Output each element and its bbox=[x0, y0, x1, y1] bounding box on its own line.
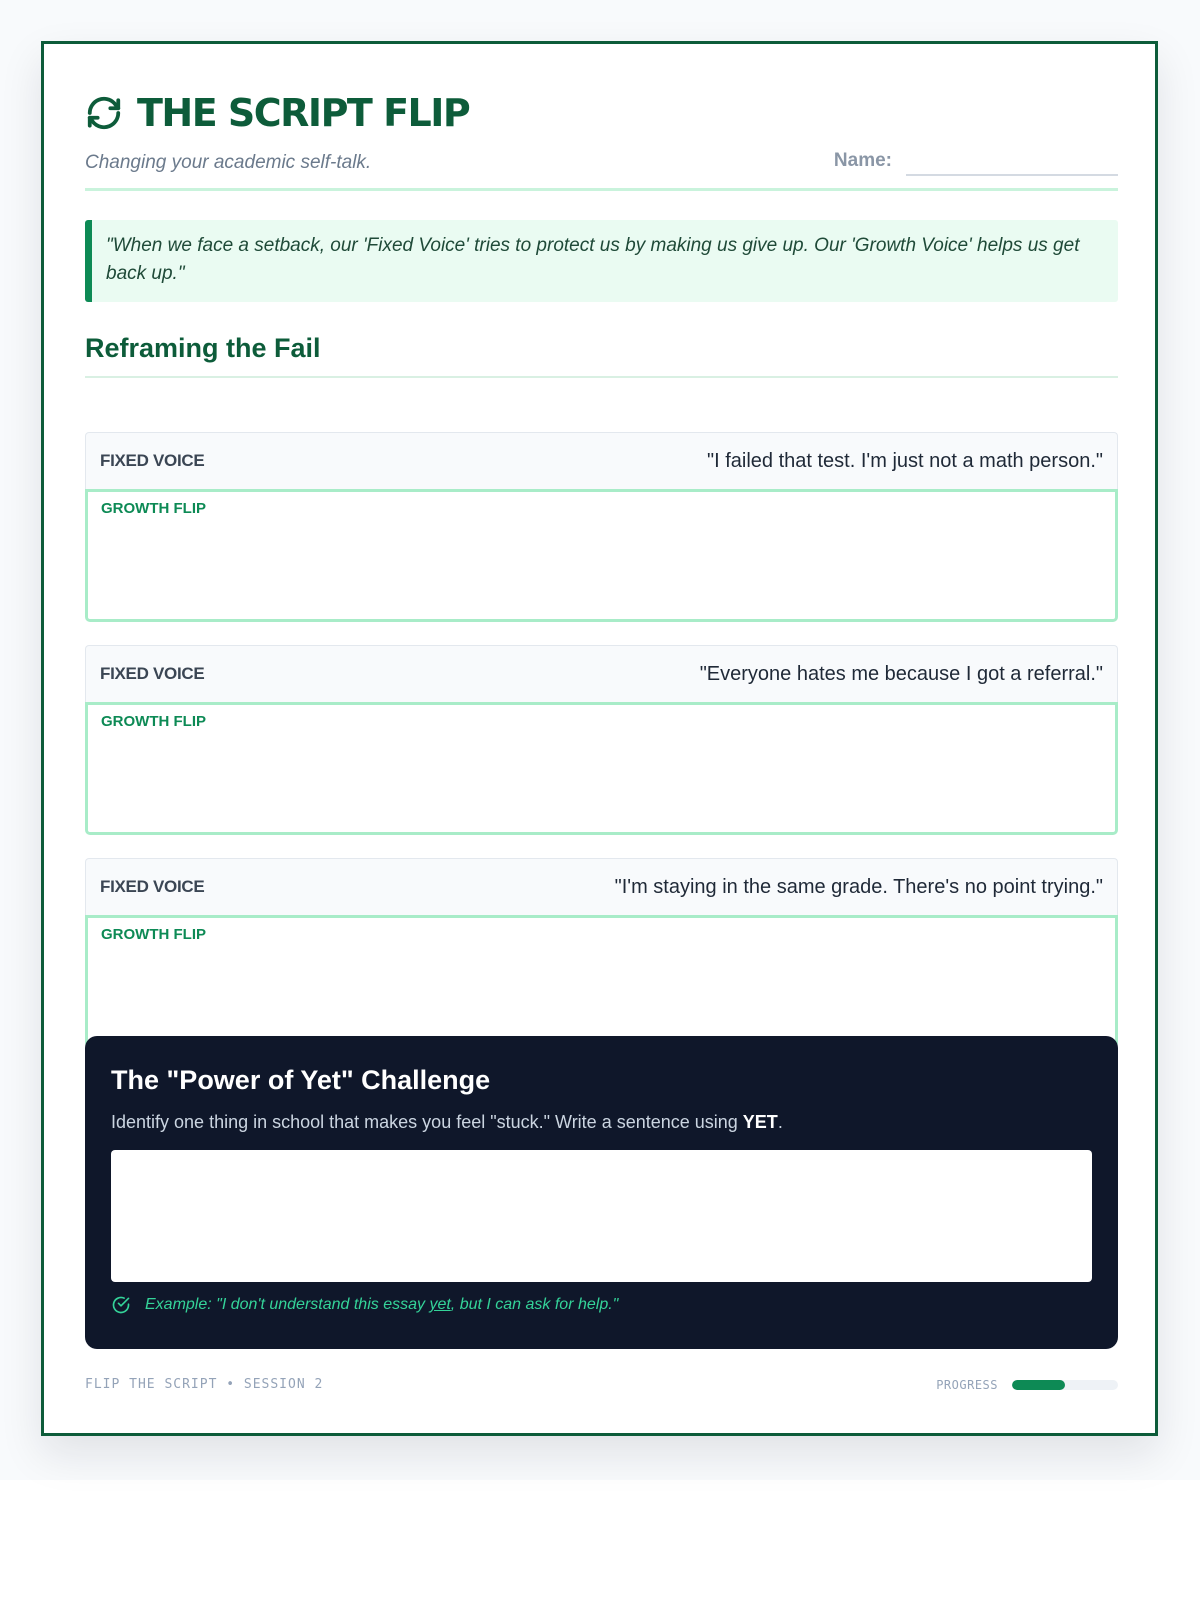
fixed-voice-row bbox=[85, 858, 1118, 916]
progress-indicator bbox=[936, 1373, 1118, 1397]
name-field-group bbox=[834, 146, 1118, 176]
growth-flip-label: GROWTH FLIP bbox=[101, 926, 206, 943]
example-underlined-word: yet bbox=[429, 1296, 451, 1313]
fixed-voice-label: FIXED VOICE bbox=[100, 451, 205, 470]
fixed-voice-quote: "Everyone hates me because I got a referral." bbox=[699, 663, 1103, 685]
challenge-title: The "Power of Yet" Challenge bbox=[111, 1065, 491, 1095]
progress-track bbox=[1012, 1380, 1118, 1390]
worksheet bbox=[41, 41, 1158, 1436]
growth-flip-box[interactable] bbox=[85, 915, 1118, 1048]
footer-session-label: FLIP THE SCRIPT • SESSION 2 bbox=[85, 1377, 324, 1392]
challenge-instruction-keyword: YET bbox=[742, 1112, 778, 1132]
growth-flip-label: GROWTH FLIP bbox=[101, 500, 206, 517]
fixed-voice-label: FIXED VOICE bbox=[100, 877, 205, 896]
challenge-instruction-text: Identify one thing in school that makes you feel "stuck." Write a sentence using bbox=[111, 1112, 743, 1132]
reframe-card bbox=[85, 432, 1118, 624]
fixed-voice-label: FIXED VOICE bbox=[100, 664, 205, 683]
page-subtitle: Changing your academic self-talk. bbox=[85, 152, 372, 173]
name-label: Name: bbox=[833, 150, 892, 171]
reframe-card bbox=[85, 645, 1118, 837]
example-text-end: , but I can ask for help." bbox=[450, 1296, 619, 1313]
fixed-voice-quote: "I failed that test. I'm just not a math person." bbox=[707, 450, 1103, 472]
fixed-voice-row bbox=[85, 645, 1118, 703]
growth-flip-box[interactable] bbox=[85, 702, 1118, 835]
growth-flip-box[interactable] bbox=[85, 489, 1118, 622]
section-title: Reframing the Fail bbox=[85, 328, 1118, 378]
growth-flip-label: GROWTH FLIP bbox=[101, 713, 206, 730]
challenge-instruction bbox=[111, 1110, 783, 1134]
fixed-voice-row bbox=[85, 432, 1118, 490]
challenge-instruction-end: . bbox=[777, 1112, 783, 1132]
challenge-example bbox=[111, 1294, 618, 1316]
refresh-icon bbox=[85, 94, 123, 132]
check-circle-icon bbox=[111, 1295, 131, 1315]
progress-fill bbox=[1012, 1380, 1065, 1390]
example-text bbox=[145, 1294, 618, 1316]
fixed-voice-quote: "I'm staying in the same grade. There's no point trying." bbox=[614, 876, 1103, 898]
power-of-yet-challenge bbox=[85, 1036, 1118, 1349]
worksheet-header bbox=[85, 88, 1118, 191]
worksheet-footer bbox=[85, 1373, 1118, 1397]
reframe-card bbox=[85, 858, 1118, 1050]
title-row bbox=[85, 88, 1118, 138]
challenge-answer-box[interactable] bbox=[111, 1150, 1092, 1282]
example-text-start: Example: "I don't understand this essay bbox=[145, 1296, 430, 1313]
page-title: THE SCRIPT FLIP bbox=[137, 91, 470, 135]
intro-quote: "When we face a setback, our 'Fixed Voice' tries to protect us by making us give up. Our 'Growth Voice' helps us get back up." bbox=[85, 220, 1118, 302]
progress-label: PROGRESS bbox=[936, 1378, 998, 1392]
name-input-line[interactable] bbox=[906, 146, 1118, 176]
